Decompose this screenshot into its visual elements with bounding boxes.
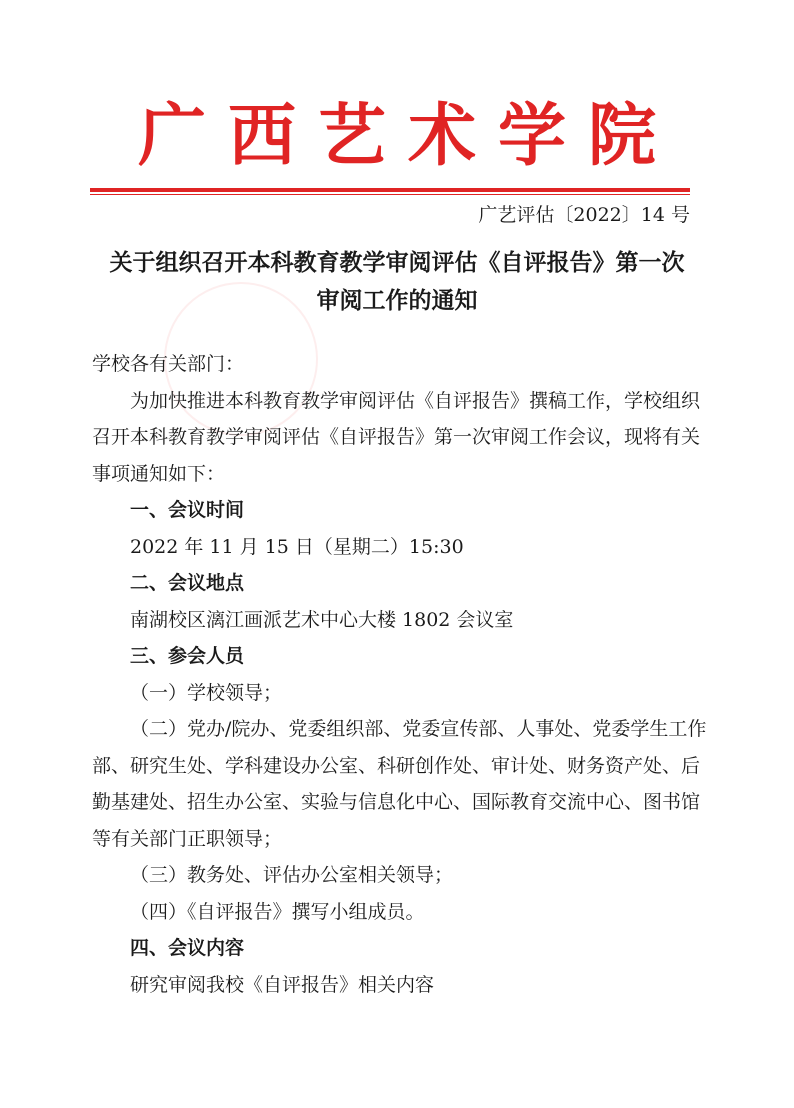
- section-heading-content: 四、会议内容: [130, 937, 245, 959]
- letterhead-org-name: 广西艺术学院: [137, 96, 678, 176]
- intro-paragraph: 为加快推进本科教育教学审阅评估《自评报告》撰稿工作，学校组织召开本科教育教学审阅评估《自评报告》第一次审阅工作会议，现将有关事项通知如下：: [92, 389, 701, 485]
- document-body: [92, 346, 708, 1003]
- document-title: [70, 244, 724, 320]
- meeting-time: 2022 年 11 月 15 日（星期二）15:30: [130, 535, 464, 558]
- greeting: 学校各有关部门：: [92, 353, 245, 375]
- attendee-item: （四）《自评报告》撰写小组成员。: [130, 900, 425, 923]
- section-heading-location: 二、会议地点: [130, 572, 245, 594]
- meeting-location: 南湖校区漓江画派艺术中心大楼 1802 会议室: [130, 608, 514, 631]
- section-heading-attendees: 三、参会人员: [130, 645, 245, 667]
- letterhead-red-rule-thin: [90, 194, 690, 195]
- section-heading-time: 一、会议时间: [130, 499, 245, 521]
- attendee-item: （一）学校领导；: [130, 681, 283, 704]
- attendee-item: （二）党办/院办、党委组织部、党委宣传部、人事处、党委学生工作部、研究生处、学科建设办公室、科研创作处、审计处、财务资产处、后勤基建处、招生办公室、实验与信息化中心、国际教育交流中心、图书馆等有关部门正职领导；: [92, 718, 707, 850]
- document-title-line-2: 审阅工作的通知: [316, 287, 478, 314]
- document-title-line-1: 关于组织召开本科教育教学审阅评估《自评报告》第一次: [109, 249, 685, 276]
- meeting-content: 研究审阅我校《自评报告》相关内容: [130, 973, 435, 996]
- attendee-item: （三）教务处、评估办公室相关领导；: [130, 864, 454, 886]
- document-number: 广艺评估〔2022〕14 号: [478, 204, 690, 226]
- letterhead-red-rule: [90, 188, 690, 192]
